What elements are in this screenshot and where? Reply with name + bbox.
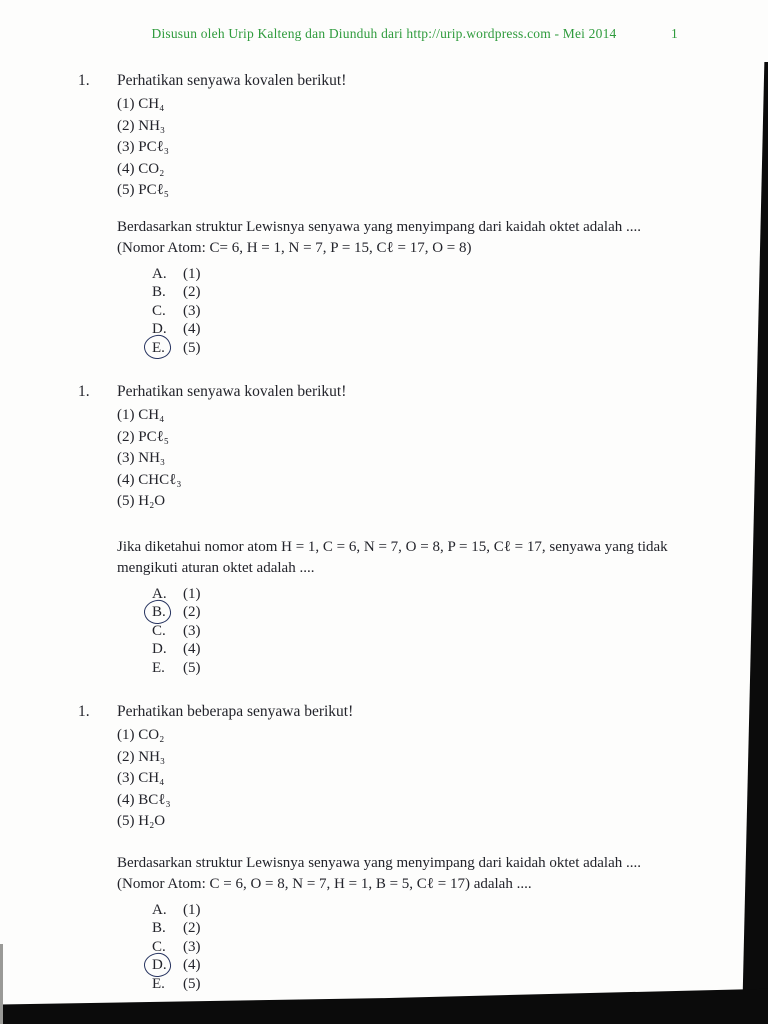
question-intro: Perhatikan senyawa kovalen berikut! bbox=[117, 383, 347, 400]
compound-item: (2) NH₃ bbox=[117, 748, 166, 765]
compound-item: (5) H₂O bbox=[117, 493, 166, 509]
answer-option bbox=[152, 265, 710, 284]
answer-option bbox=[152, 339, 710, 358]
atom-number-note: (Nomor Atom: C = 6, O = 8, N = 7, H = 1, B = 5, Cℓ = 17) adalah .... bbox=[117, 876, 532, 892]
answer-option bbox=[152, 640, 710, 659]
option-letter: A. bbox=[152, 265, 167, 282]
scan-edge-right bbox=[742, 62, 768, 1024]
answer-option bbox=[152, 919, 710, 938]
atom-number-note: (Nomor Atom: C= 6, H = 1, N = 7, P = 15, Cℓ = 17, O = 8) bbox=[117, 240, 472, 256]
option-value: (2) bbox=[183, 604, 201, 620]
option-value: (3) bbox=[183, 938, 201, 955]
question-block bbox=[78, 381, 710, 677]
option-letter-marked: E. bbox=[152, 339, 183, 358]
compound-list bbox=[117, 725, 710, 833]
option-letter: E. bbox=[152, 975, 165, 992]
answer-option bbox=[152, 975, 710, 994]
option-value: (1) bbox=[183, 265, 201, 282]
compound-item: (3) NH₃ bbox=[117, 450, 166, 466]
option-value: (4) bbox=[183, 957, 201, 973]
option-value: (5) bbox=[183, 975, 201, 992]
option-letter: B. bbox=[152, 920, 166, 936]
option-letter: A. bbox=[152, 901, 167, 918]
question-text: Jika diketahui nomor atom H = 1, C = 6, N = 7, O = 8, P = 15, Cℓ = 17, senyawa yang tidak mengikuti aturan oktet adalah .... bbox=[117, 538, 668, 576]
document-content bbox=[78, 70, 710, 1017]
compound-list bbox=[117, 405, 710, 513]
answer-option bbox=[152, 283, 710, 302]
option-letter: C. bbox=[152, 622, 166, 639]
question-text: Berdasarkan struktur Lewisnya senyawa yang menyimpang dari kaidah oktet adalah .... bbox=[117, 218, 641, 235]
answer-option bbox=[152, 956, 710, 975]
compound-list bbox=[117, 94, 710, 202]
answer-option bbox=[152, 901, 710, 920]
option-value: (1) bbox=[183, 585, 201, 602]
compound-item: (1) CH₄ bbox=[117, 96, 165, 112]
page-number: 1 bbox=[671, 26, 678, 41]
option-value: (3) bbox=[183, 302, 201, 319]
answer-option bbox=[152, 320, 710, 339]
compound-item: (1) CH₄ bbox=[117, 407, 165, 423]
option-letter-marked: B. bbox=[152, 603, 183, 622]
compound-item: (4) BCℓ₃ bbox=[117, 791, 171, 808]
answer-options bbox=[152, 265, 710, 358]
option-value: (2) bbox=[183, 284, 201, 300]
question-text: Berdasarkan struktur Lewisnya senyawa yang menyimpang dari kaidah oktet adalah .... bbox=[117, 854, 641, 871]
option-letter: C. bbox=[152, 302, 166, 319]
compound-item: (3) CH₄ bbox=[117, 770, 165, 786]
option-letter: D. bbox=[152, 321, 167, 337]
answer-option bbox=[152, 302, 710, 321]
document-header bbox=[0, 26, 768, 42]
question-number: 1. bbox=[78, 703, 90, 720]
option-letter: D. bbox=[152, 641, 167, 657]
option-letter: E. bbox=[152, 659, 165, 676]
option-value: (2) bbox=[183, 920, 201, 936]
question-number: 1. bbox=[78, 383, 90, 400]
compound-item: (2) PCℓ₅ bbox=[117, 428, 170, 445]
compound-item: (3) PCℓ₃ bbox=[117, 139, 170, 155]
compound-item: (1) CO₂ bbox=[117, 727, 165, 743]
compound-item: (2) NH₃ bbox=[117, 117, 166, 134]
answer-option bbox=[152, 622, 710, 641]
option-value: (5) bbox=[183, 659, 201, 676]
header-credit-text: Disusun oleh Urip Kalteng dan Diunduh dari http://urip.wordpress.com - Mei 2014 bbox=[151, 26, 617, 41]
compound-item: (4) CO₂ bbox=[117, 160, 165, 177]
compound-item: (5) H₂O bbox=[117, 813, 166, 829]
answer-options bbox=[152, 585, 710, 678]
answer-options bbox=[152, 901, 710, 994]
answer-option bbox=[152, 603, 710, 622]
question-intro: Perhatikan beberapa senyawa berikut! bbox=[117, 703, 354, 720]
compound-item: (5) PCℓ₅ bbox=[117, 182, 170, 198]
option-letter-marked: D. bbox=[152, 956, 183, 975]
option-letter: B. bbox=[152, 284, 166, 300]
question-block bbox=[78, 701, 710, 993]
question-block bbox=[78, 70, 710, 357]
question-number: 1. bbox=[78, 72, 90, 89]
compound-item: (4) CHCℓ₃ bbox=[117, 471, 182, 488]
option-value: (1) bbox=[183, 901, 201, 918]
question-intro: Perhatikan senyawa kovalen berikut! bbox=[117, 72, 347, 89]
answer-option bbox=[152, 585, 710, 604]
answer-option bbox=[152, 938, 710, 957]
option-value: (4) bbox=[183, 321, 201, 337]
option-value: (4) bbox=[183, 641, 201, 657]
answer-option bbox=[152, 659, 710, 678]
option-value: (3) bbox=[183, 622, 201, 639]
option-value: (5) bbox=[183, 339, 201, 356]
option-letter: C. bbox=[152, 938, 166, 955]
option-letter: A. bbox=[152, 585, 167, 602]
scan-edge-left bbox=[0, 944, 3, 1024]
